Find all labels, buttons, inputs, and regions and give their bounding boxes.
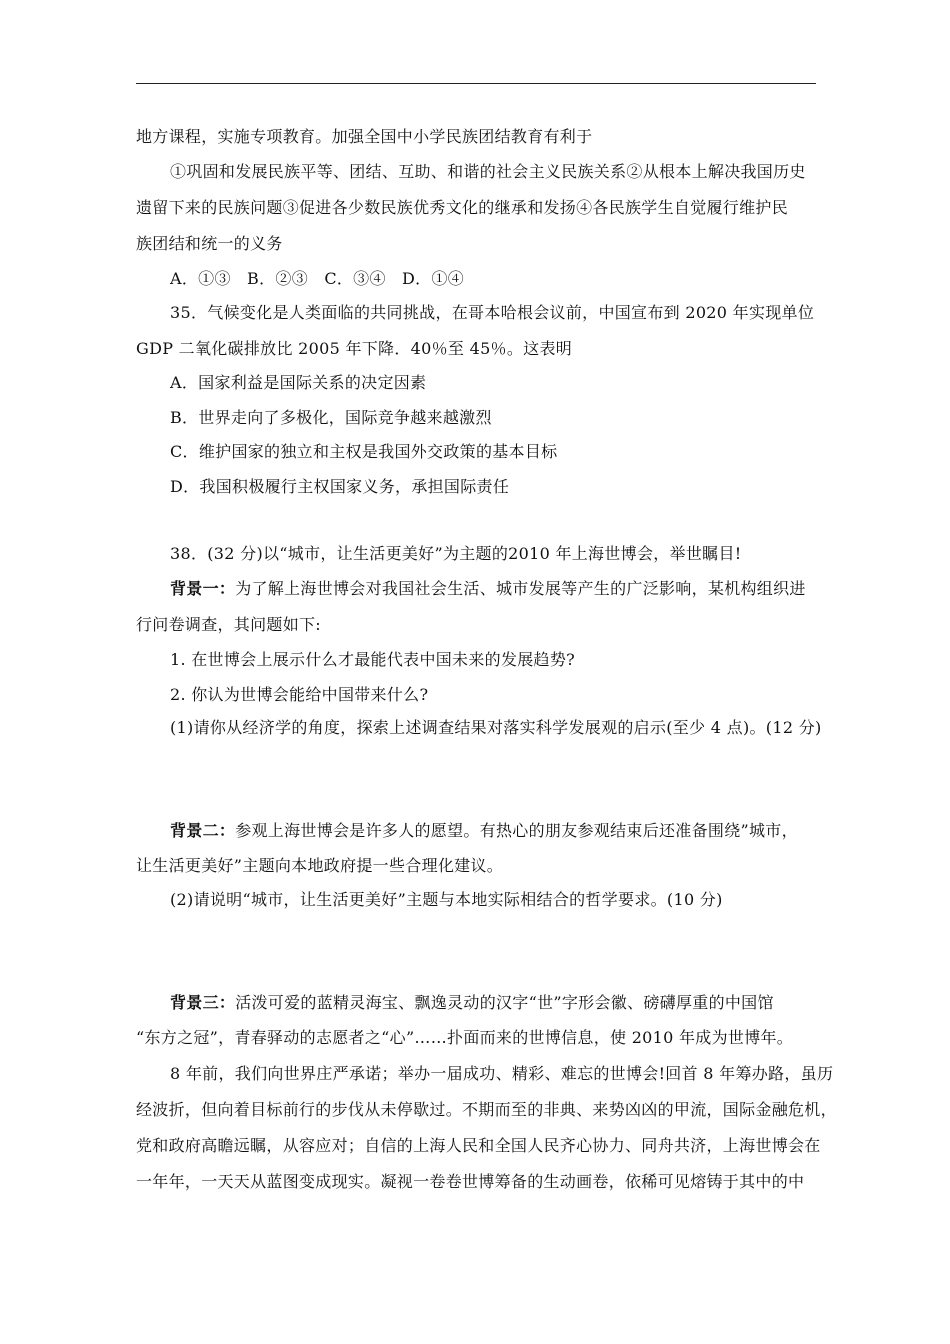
- header-rule: [136, 83, 816, 84]
- sub-question-1: (1)请你从经济学的角度，探索上述调查结果对落实科学发展观的启示(至少 4 点)。(12 分): [170, 718, 822, 737]
- text-line: 遗留下来的民族问题③促进各少数民族优秀文化的继承和发扬④各民族学生自觉履行维护民: [136, 198, 789, 217]
- survey-question-1: 1. 在世博会上展示什么才最能代表中国未来的发展趋势?: [170, 650, 576, 669]
- background-3-label: 背景三：: [170, 993, 236, 1012]
- background-2: 背景二：参观上海世博会是许多人的愿望。有热心的朋友参观结束后还准备围绕”城市，: [170, 821, 798, 840]
- background-3: 背景三：活泼可爱的蓝精灵海宝、飘逸灵动的汉字“世”字形会徽、磅礴厚重的中国馆: [170, 993, 774, 1012]
- survey-question-2: 2. 你认为世博会能给中国带来什么?: [170, 685, 429, 704]
- text-line: 族团结和统一的义务: [136, 234, 283, 253]
- background-1: 背景一：为了解上海世博会对我国社会生活、城市发展等产生的广泛影响，某机构组织进: [170, 579, 806, 598]
- text-line: 经波折，但向着目标前行的步伐从未停歇过。不期而至的非典、来势凶凶的甲流，国际金融危机，: [136, 1100, 837, 1119]
- question-35: 35．气候变化是人类面临的共同挑战，在哥本哈根会议前，中国宣布到 2020 年实现单位: [170, 303, 815, 322]
- option-a: A．国家利益是国际关系的决定因素: [170, 373, 427, 392]
- text-line: 地方课程，实施专项教育。加强全国中小学民族团结教育有利于: [136, 127, 593, 146]
- question-38: 38．(32 分)以“城市，让生活更美好”为主题的2010 年上海世博会，举世瞩目!: [170, 544, 742, 563]
- text-line: 一年年，一天天从蓝图变成现实。凝视一卷卷世博筹备的生动画卷，依稀可见熔铸于其中的中: [136, 1172, 805, 1191]
- text-line: 8 年前，我们向世界庄严承诺；举办一届成功、精彩、难忘的世博会!回首 8 年筹办路，虽历: [170, 1064, 834, 1083]
- background-1-label: 背景一：: [170, 579, 236, 598]
- option-b: B．世界走向了多极化，国际竞争越来越激烈: [170, 408, 492, 427]
- option-c: C．维护国家的独立和主权是我国外交政策的基本目标: [170, 442, 558, 461]
- text-line: GDP 二氧化碳排放比 2005 年下降．40％至 45％。这表明: [136, 339, 573, 358]
- text-line: 行问卷调查，其问题如下:: [136, 615, 321, 634]
- text-line: 让生活更美好”主题向本地政府提一些合理化建议。: [136, 856, 504, 875]
- text-line: 党和政府高瞻远瞩，从容应对；自信的上海人民和全国人民齐心协力、同舟共济，上海世博会在: [136, 1136, 821, 1155]
- background-2-label: 背景二：: [170, 821, 236, 840]
- text-line: ①巩固和发展民族平等、团结、互助、和谐的社会主义民族关系②从根本上解决我国历史: [170, 162, 806, 181]
- text-line: “东方之冠”，青春驿动的志愿者之“心”……扑面而来的世博信息，使 2010 年成为世博年。: [136, 1028, 794, 1047]
- option-d: D．我国积极履行主权国家义务，承担国际责任: [170, 477, 510, 496]
- answer-options: A．①③ B．②③ C．③④ D．①④: [170, 269, 465, 288]
- sub-question-2: (2)请说明“城市，让生活更美好”主题与本地实际相结合的哲学要求。(10 分): [170, 890, 723, 909]
